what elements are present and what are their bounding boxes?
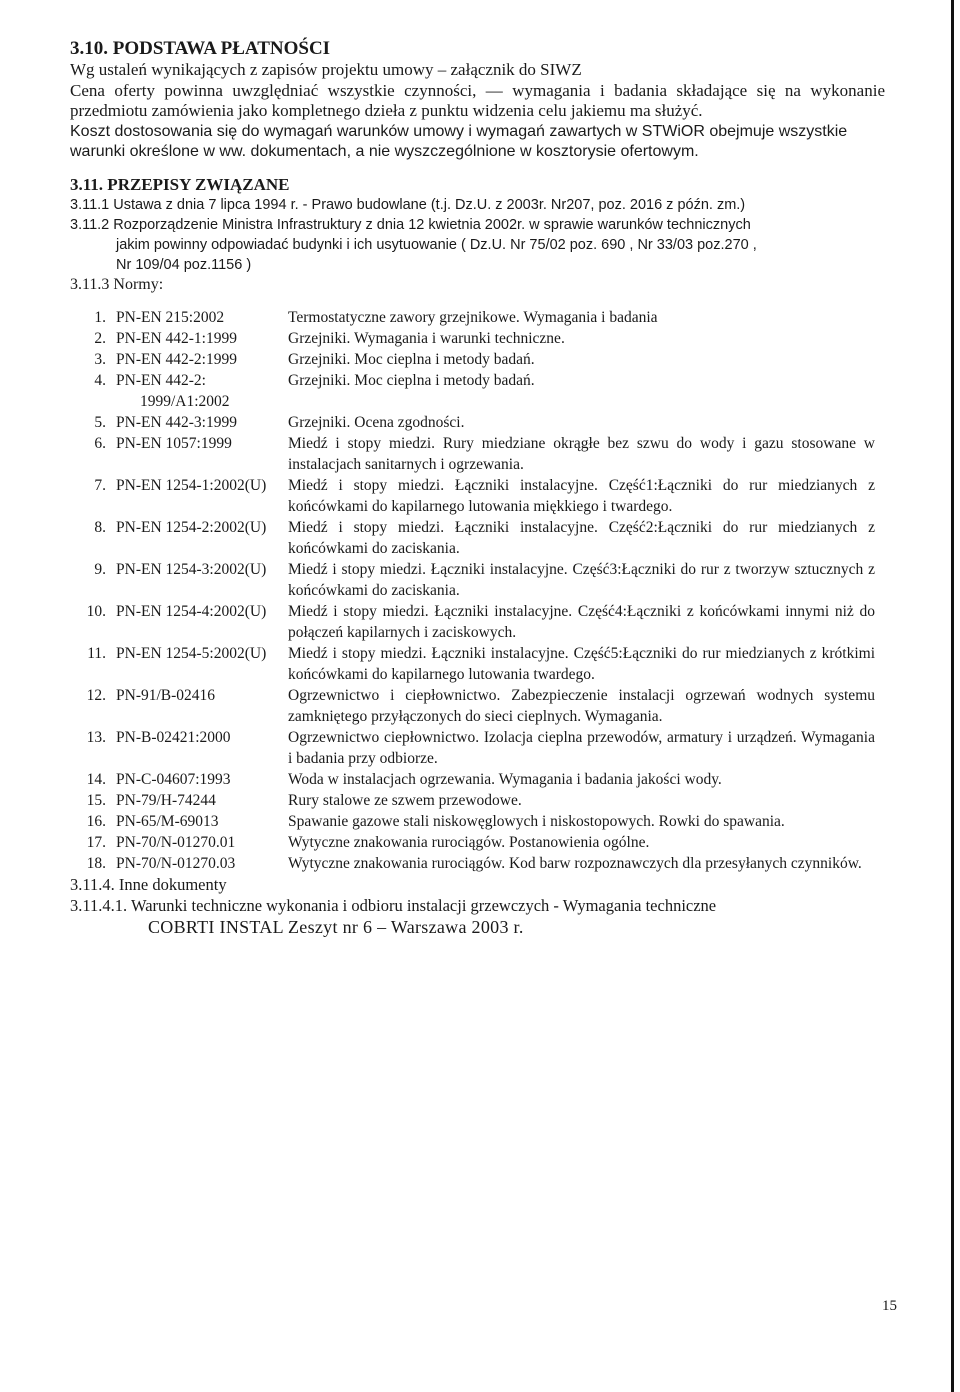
norm-number: 4. (94, 371, 106, 389)
norm-number: 10. (86, 602, 106, 620)
norm-number: 8. (94, 518, 106, 536)
other-docs-heading: 3.11.4. Inne dokumenty (70, 874, 227, 894)
norm-code (116, 853, 288, 874)
norm-row (70, 559, 875, 601)
section-310-line1: Wg ustaleń wynikających z zapisów projektu umowy – załącznik do SIWZ (70, 60, 582, 79)
norm-row (70, 433, 875, 475)
other-docs-item: 3.11.4.1. Warunki techniczne wykonania i odbioru instalacji grzewczych - Wymagania techniczne (70, 895, 717, 915)
norm-number: 2. (94, 329, 106, 347)
norm-row (70, 601, 875, 643)
norm-code (116, 685, 288, 727)
norm-code-text: PN-EN 1254-3:2002(U) (116, 560, 267, 578)
section-311-heading: 3.11. PRZEPISY ZWIĄZANE (70, 174, 290, 194)
norm-code (116, 790, 288, 811)
norm-row (70, 349, 875, 370)
section-311-item2-line-b: jakim powinny odpowiadać budynki i ich usytuowanie ( Dz.U. Nr 75/02 poz. 690 , Nr 33/03 poz.270 , (116, 236, 757, 253)
norm-code (116, 727, 288, 769)
norm-code-text: PN-C-04607:1993 (116, 770, 231, 788)
page-number: 15 (882, 1298, 897, 1314)
norm-code (116, 517, 288, 559)
norm-code-text: PN-70/N-01270.03 (116, 854, 236, 872)
norm-code (116, 475, 288, 517)
norm-description: Woda w instalacjach ogrzewania. Wymagania i badania jakości wody. (288, 770, 722, 788)
section-310-heading: 3.10. PODSTAWA PŁATNOŚCI (70, 38, 331, 59)
norm-number: 16. (86, 812, 106, 830)
norm-row (70, 832, 875, 853)
norm-code-text: PN-EN 1254-2:2002(U) (116, 518, 267, 536)
norm-number: 12. (86, 686, 106, 704)
norm-row (70, 475, 875, 517)
norm-description: Miedź i stopy miedzi. Łączniki instalacyjne. Część5:Łączniki do rur miedzianych z krótkimi końcówkami do kapilarnego lutowania twardego. (288, 644, 875, 683)
norm-code (116, 811, 288, 832)
norm-code (116, 370, 288, 412)
norm-code-text: PN-70/N-01270.01 (116, 833, 236, 851)
norm-row (70, 853, 875, 874)
norm-code-text: PN-B-02421:2000 (116, 728, 231, 746)
norm-code-text: PN-EN 1254-1:2002(U) (116, 476, 267, 494)
norm-number: 6. (94, 434, 106, 452)
norm-description: Grzejniki. Wymagania i warunki techniczne. (288, 329, 565, 347)
norm-code (116, 328, 288, 349)
norm-number: 11. (87, 644, 106, 662)
section-311-item2 (70, 215, 885, 275)
norm-code-text: PN-EN 442-2: 1999/A1:2002 (116, 371, 230, 410)
norm-number: 13. (86, 728, 106, 746)
norm-description: Wytyczne znakowania rurociągów. Kod barw rozpoznawczych dla przesyłanych czynników. (288, 854, 862, 872)
norm-number: 1. (94, 308, 106, 326)
norm-row (70, 328, 875, 349)
norm-code (116, 307, 288, 328)
norm-row (70, 685, 875, 727)
norm-row (70, 769, 875, 790)
norm-row (70, 811, 875, 832)
norm-description: Miedź i stopy miedzi. Rury miedziane okrągłe bez szwu do wody i gazu stosowane w instalacjach sanitarnych i ogrzewania. (288, 434, 875, 473)
norm-number: 9. (94, 560, 106, 578)
norm-code (116, 412, 288, 433)
section-311-item3: 3.11.3 Normy: (70, 275, 164, 293)
norm-code-text: PN-EN 1057:1999 (116, 434, 232, 452)
norm-number: 18. (86, 854, 106, 872)
norm-code (116, 559, 288, 601)
page-right-border (951, 0, 954, 1392)
cobrti-reference: COBRTI INSTAL Zeszyt nr 6 – Warszawa 2003 r. (148, 916, 524, 937)
section-311-item1: 3.11.1 Ustawa z dnia 7 lipca 1994 r. - Prawo budowlane (t.j. Dz.U. z 2003r. Nr207, poz. 2016 z późn. zm.) (70, 196, 746, 213)
norm-code-text: PN-EN 442-3:1999 (116, 413, 237, 431)
norm-number: 3. (94, 350, 106, 368)
norm-description: Termostatyczne zawory grzejnikowe. Wymagania i badania (288, 308, 658, 326)
norm-code-text: PN-EN 442-1:1999 (116, 329, 237, 347)
section-311-item2-line-c: Nr 109/04 poz.1156 ) (116, 256, 252, 273)
norm-row (70, 412, 875, 433)
norm-description: Ogrzewnictwo i ciepłownictwo. Zabezpieczenie instalacji ogrzewań wodnych systemu zamkniętego przyłączonych do sieci cieplnych. Wymagania. (288, 686, 875, 725)
norm-description: Ogrzewnictwo ciepłownictwo. Izolacja cieplna przewodów, armatury i urządzeń. Wymagania i badania przy odbiorze. (288, 728, 875, 767)
norm-row (70, 643, 875, 685)
norm-description: Miedź i stopy miedzi. Łączniki instalacyjne. Część3:Łączniki do rur z tworzyw sztucznych z końcówkami do zaciskania. (288, 560, 875, 599)
norm-code (116, 832, 288, 853)
norm-row (70, 790, 875, 811)
norm-description: Miedź i stopy miedzi. Łączniki instalacyjne. Część1:Łączniki do rur miedzianych z końcówkami do kapilarnego lutowania miękkiego i twardego. (288, 476, 875, 515)
norm-number: 17. (86, 833, 106, 851)
norm-code (116, 433, 288, 475)
norm-number: 5. (94, 413, 106, 431)
norm-code (116, 601, 288, 643)
norm-description: Grzejniki. Moc cieplna i metody badań. (288, 350, 535, 368)
norm-code-text: PN-EN 442-2:1999 (116, 350, 237, 368)
section-310-line2: Cena oferty powinna uwzględniać wszystkie czynności, — wymagania i badania składające się na wykonanie przedmiotu zamówienia jako kompletnego dzieła z punktu widzenia celu jakiemu ma służyć. (70, 80, 885, 120)
norm-code-text: PN-EN 1254-4:2002(U) (116, 602, 267, 620)
norms-table (70, 307, 875, 874)
norm-description: Rury stalowe ze szwem przewodowe. (288, 791, 522, 809)
norm-code-text: PN-91/B-02416 (116, 686, 216, 704)
norm-description: Wytyczne znakowania rurociągów. Postanowienia ogólne. (288, 833, 650, 851)
section-311-item2-line-a: 3.11.2 Rozporządzenie Ministra Infrastruktury z dnia 12 kwietnia 2002r. w sprawie warunków technicznych (70, 216, 751, 233)
norm-row (70, 517, 875, 559)
norm-description: Miedź i stopy miedzi. Łączniki instalacyjne. Część4:Łączniki z końcówkami innymi niż do połączeń kapilarnych i zaciskowych. (288, 602, 875, 641)
norm-number: 7. (94, 476, 106, 494)
norm-description: Miedź i stopy miedzi. Łączniki instalacyjne. Część2:Łączniki do rur miedzianych z końcówkami do zaciskania. (288, 518, 875, 557)
norm-description: Grzejniki. Moc cieplna i metody badań. (288, 371, 535, 389)
norm-row (70, 727, 875, 769)
norm-code (116, 643, 288, 685)
norm-code-text: PN-65/M-69013 (116, 812, 219, 830)
section-310-line3: Koszt dostosowania się do wymagań warunków umowy i wymagań zawartych w STWiOR obejmuje wszystkie warunki określone w ww. dokumentach, a nie wyszczególnione w kosztorysie ofertowym. (70, 122, 848, 160)
document-page (70, 38, 885, 938)
norm-description: Spawanie gazowe stali niskowęglowych i niskostopowych. Rowki do spawania. (288, 812, 785, 830)
norm-number: 15. (86, 791, 106, 809)
norm-code-text: PN-EN 215:2002 (116, 308, 225, 326)
norm-row (70, 307, 875, 328)
norm-number: 14. (86, 770, 106, 788)
norm-code-text: PN-EN 1254-5:2002(U) (116, 644, 267, 662)
norm-row (70, 370, 875, 412)
norm-code-text: PN-79/H-74244 (116, 791, 216, 809)
norm-description: Grzejniki. Ocena zgodności. (288, 413, 465, 431)
norm-code (116, 769, 288, 790)
norm-code (116, 349, 288, 370)
